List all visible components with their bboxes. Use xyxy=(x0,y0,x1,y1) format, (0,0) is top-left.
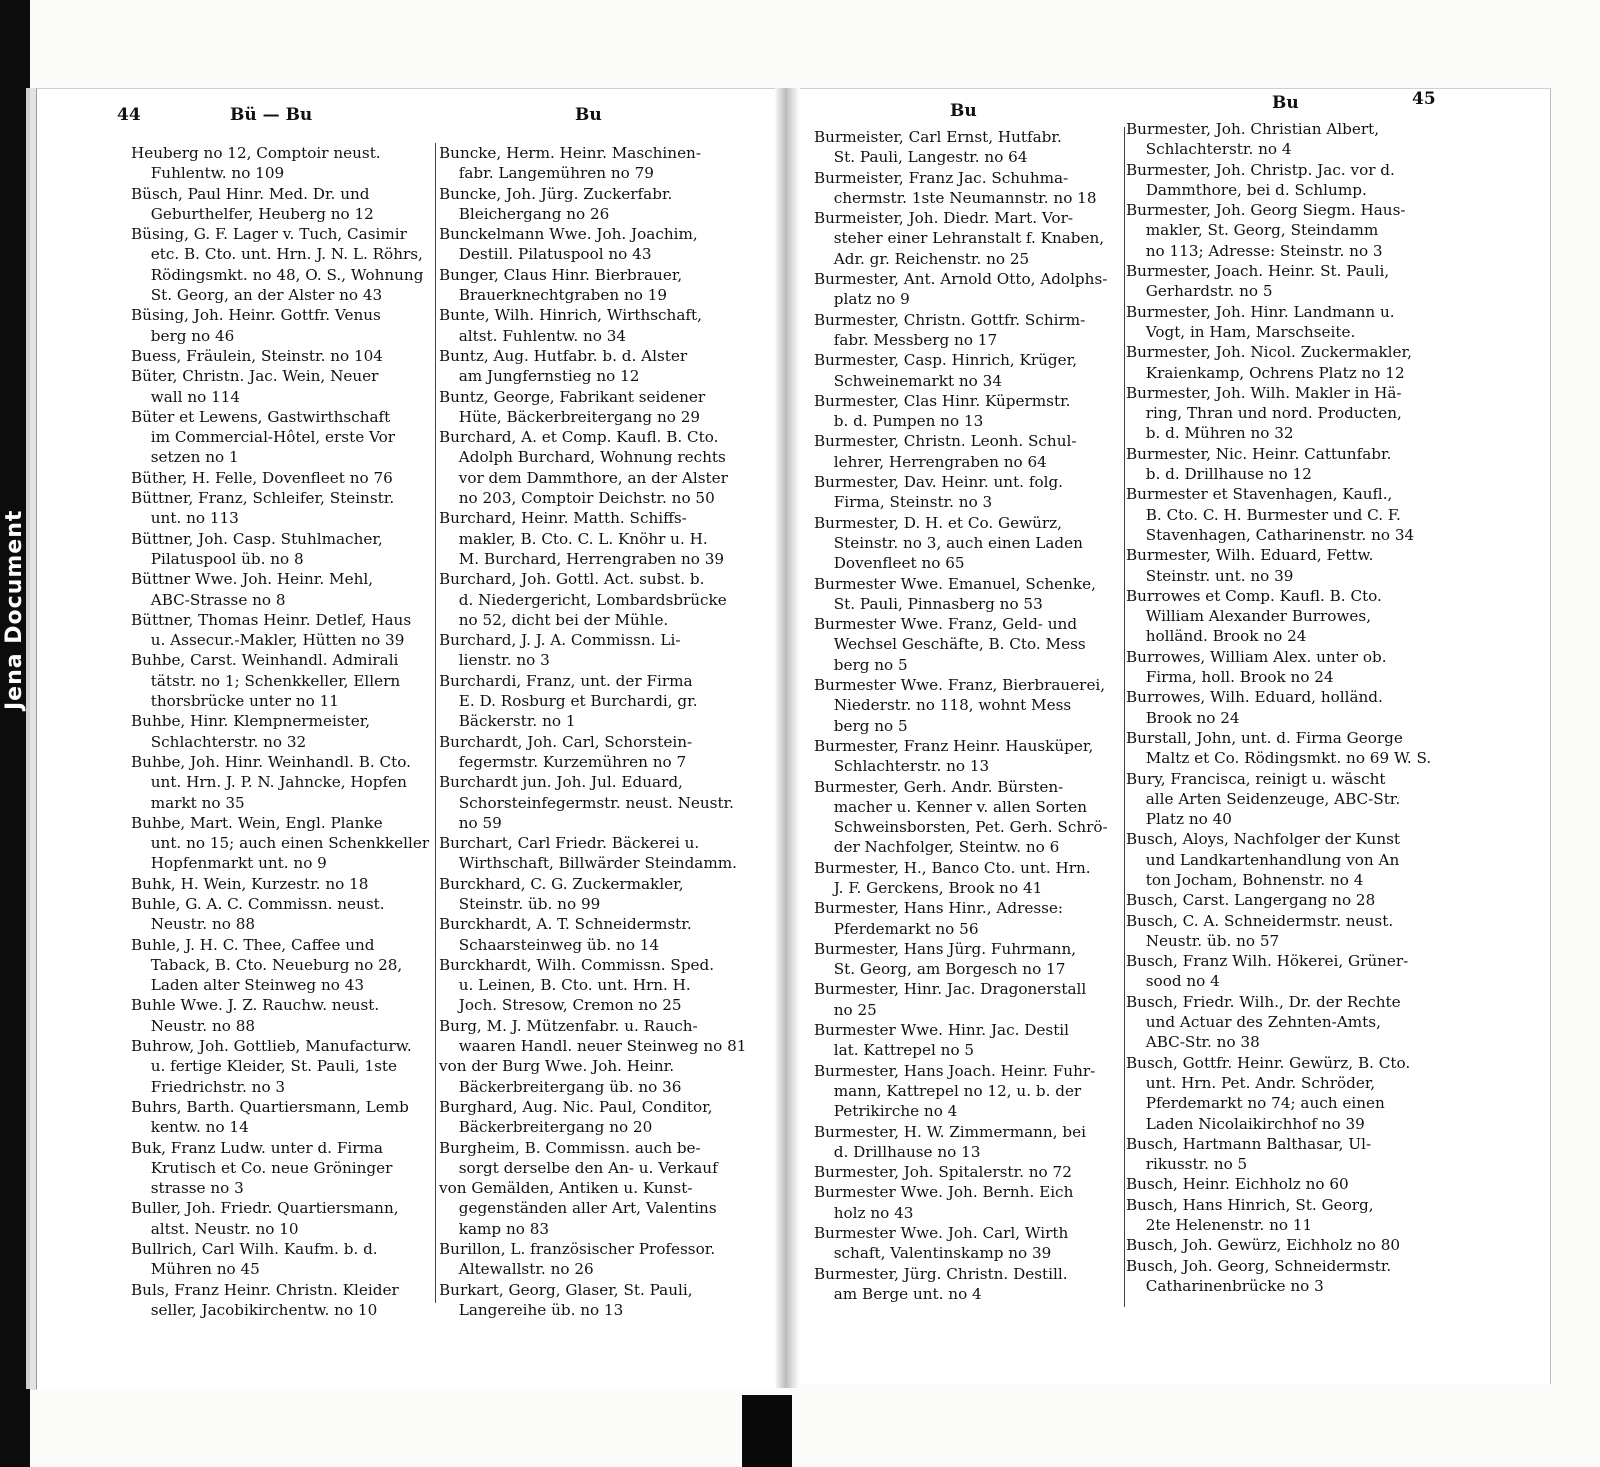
directory-entry-line: Firma, holl. Brook no 24 xyxy=(1145,668,1334,687)
directory-entry-line: Burmester, Christn. Gottfr. Schirm- xyxy=(814,310,1086,329)
directory-entry-line: Burmester, Hinr. Jac. Dragonerstall xyxy=(814,980,1087,999)
directory-entry-line: Buncke, Joh. Jürg. Zuckerfabr. xyxy=(439,184,673,203)
directory-entry-line: Büsing, G. F. Lager v. Tuch, Casimir xyxy=(131,225,407,244)
directory-entry-line: Burmester, Dav. Heinr. unt. folg. xyxy=(814,473,1063,492)
directory-entry-line: platz no 9 xyxy=(833,290,910,309)
directory-entry-line: Rödingsmkt. no 48, O. S., Wohnung xyxy=(150,265,424,284)
directory-entry-line: Taback, B. Cto. Neueburg no 28, xyxy=(150,955,403,974)
directory-entry-line: Burkart, Georg, Glaser, St. Pauli, xyxy=(439,1280,693,1299)
directory-entry-line: Neustr. üb. no 57 xyxy=(1145,931,1280,950)
right-page-column-2 xyxy=(1126,119,1442,1296)
directory-entry-line: Laden alter Steinweg no 43 xyxy=(150,976,365,995)
directory-entry-line: vor dem Dammthore, an der Alster xyxy=(458,468,728,487)
directory-entry-line: macher u. Kenner v. allen Sorten xyxy=(833,797,1088,816)
directory-entry-line: Brauerknechtgraben no 19 xyxy=(458,286,668,305)
directory-entry-line: Steinstr. üb. no 99 xyxy=(458,894,601,913)
directory-entry-line: fabr. Langemühren no 79 xyxy=(458,164,654,183)
directory-entry-line: holz no 43 xyxy=(833,1203,914,1222)
directory-entry-line: Büther, H. Felle, Dovenfleet no 76 xyxy=(131,468,393,487)
directory-entry-line: Pferdemarkt no 56 xyxy=(833,919,979,938)
directory-entry-line: holländ. Brook no 24 xyxy=(1145,627,1307,646)
directory-entry-line: Burmester, Casp. Hinrich, Krüger, xyxy=(814,351,1078,370)
directory-entry-line: Kraienkamp, Ochrens Platz no 12 xyxy=(1145,363,1405,382)
book-spine xyxy=(776,88,798,1388)
directory-entry-line: berg no 5 xyxy=(833,655,908,674)
directory-entry-line: Schweinemarkt no 34 xyxy=(833,371,1002,390)
directory-entry-line: berg no 5 xyxy=(833,716,908,735)
directory-entry-line: fegermstr. Kurzemühren no 7 xyxy=(458,752,687,771)
directory-entry-line: Burrowes et Comp. Kaufl. B. Cto. xyxy=(1126,586,1382,605)
directory-entry-line: Schorsteinfegermstr. neust. Neustr. xyxy=(458,793,734,812)
directory-entry-line: William Alexander Burrowes, xyxy=(1145,607,1372,626)
directory-entry-line: Geburthelfer, Heuberg no 12 xyxy=(150,204,374,223)
directory-entry-line: Burmester, Wilh. Eduard, Fettw. xyxy=(1126,546,1374,565)
directory-entry-line: Burmester, Hans Hinr., Adresse: xyxy=(814,899,1064,918)
directory-entry-line: Friedrichstr. no 3 xyxy=(150,1077,286,1096)
directory-entry-line: Burghard, Aug. Nic. Paul, Conditor, xyxy=(439,1097,713,1116)
scanner-clip xyxy=(742,1395,792,1467)
directory-entry-line: Adolph Burchard, Wohnung rechts xyxy=(458,448,726,467)
directory-entry-line: Burmester et Stavenhagen, Kaufl., xyxy=(1126,485,1393,504)
directory-entry-line: Langereihe üb. no 13 xyxy=(458,1300,624,1319)
directory-entry-line: Niederstr. no 118, wohnt Mess xyxy=(833,696,1072,715)
directory-entry-line: Petrikirche no 4 xyxy=(833,1102,958,1121)
directory-entry-line: Burmeister, Franz Jac. Schuhma- xyxy=(814,168,1069,187)
directory-entry-line: Busch, Hartmann Balthasar, Ul- xyxy=(1126,1134,1372,1153)
directory-entry-line: Steinstr. unt. no 39 xyxy=(1145,566,1294,585)
directory-entry-line: Burchard, J. J. A. Commissn. Li- xyxy=(439,631,681,650)
directory-entry-line: Burchard, Heinr. Matth. Schiffs- xyxy=(439,509,687,528)
directory-entry-line: Buhbe, Mart. Wein, Engl. Planke xyxy=(131,813,383,832)
directory-entry-line: Burmester, Christn. Leonh. Schul- xyxy=(814,432,1077,451)
directory-entry-line: Schaarsteinweg üb. no 14 xyxy=(458,935,660,954)
directory-entry-line: Bullrich, Carl Wilh. Kaufm. b. d. xyxy=(131,1240,378,1259)
directory-entry-line: im Commercial-Hôtel, erste Vor xyxy=(150,428,395,447)
directory-entry-line: Büttner, Franz, Schleifer, Steinstr. xyxy=(131,489,395,508)
directory-entry-line: Fuhlentw. no 109 xyxy=(150,164,285,183)
directory-entry-line: markt no 35 xyxy=(150,793,245,812)
directory-entry-line: lienstr. no 3 xyxy=(458,651,550,670)
directory-entry-line: Altewallstr. no 26 xyxy=(458,1260,594,1279)
directory-entry-line: Büter, Christn. Jac. Wein, Neuer xyxy=(131,367,379,386)
directory-entry-line: Adr. gr. Reichenstr. no 25 xyxy=(833,249,1030,268)
directory-entry-line: Burckhardt, A. T. Schneidermstr. xyxy=(439,915,692,934)
directory-entry-line: Platz no 40 xyxy=(1145,810,1232,829)
directory-entry-line: und Actuar des Zehnten-Amts, xyxy=(1145,1013,1381,1032)
directory-entry-line: Busch, Heinr. Eichholz no 60 xyxy=(1126,1175,1349,1194)
directory-entry-line: Bäckerstr. no 1 xyxy=(458,712,576,731)
directory-entry-line: kamp no 83 xyxy=(458,1219,550,1238)
directory-entry-line: Dammthore, bei d. Schlump. xyxy=(1145,180,1367,199)
directory-entry-line: St. Georg, an der Alster no 43 xyxy=(150,286,383,305)
directory-entry-line: kentw. no 14 xyxy=(150,1118,249,1137)
directory-entry-line: mann, Kattrepel no 12, u. b. der xyxy=(833,1081,1082,1100)
directory-entry-line: der Nachfolger, Steintw. no 6 xyxy=(833,838,1060,857)
directory-entry-line: b. d. Pumpen no 13 xyxy=(833,412,984,431)
directory-entry-line: Buess, Fräulein, Steinstr. no 104 xyxy=(131,346,383,365)
directory-entry-line: Schlachterstr. no 13 xyxy=(833,757,990,776)
directory-entry-line: Burmester, Joh. Nicol. Zuckermakler, xyxy=(1126,343,1412,362)
directory-entry-line: sorgt derselbe den An- u. Verkauf xyxy=(458,1158,718,1177)
directory-entry-line: Burmester, Joh. Christian Albert, xyxy=(1126,120,1380,138)
right-column-head-1: Bu xyxy=(950,101,977,121)
directory-entry-line: Büttner, Joh. Casp. Stuhlmacher, xyxy=(131,529,383,548)
directory-entry-line: Burmester, Clas Hinr. Küpermstr. xyxy=(814,391,1071,410)
directory-entry-line: von der Burg Wwe. Joh. Heinr. xyxy=(439,1057,675,1076)
left-page-column-1 xyxy=(131,143,431,1320)
directory-entry-line: thorsbrücke unter no 11 xyxy=(150,692,339,711)
directory-entry-line: d. Niedergericht, Lombardsbrücke xyxy=(458,590,727,609)
directory-entry-line: altst. Neustr. no 10 xyxy=(150,1219,299,1238)
directory-entry-line: unt. no 15; auch einen Schenkkeller xyxy=(150,834,430,853)
directory-entry-line: Burchardt, Joh. Carl, Schorstein- xyxy=(439,732,693,751)
directory-entry-line: wall no 114 xyxy=(150,387,241,406)
directory-entry-line: Burmester, Hans Jürg. Fuhrmann, xyxy=(814,939,1077,958)
directory-entry-line: Buhbe, Joh. Hinr. Weinhandl. B. Cto. xyxy=(131,752,411,771)
directory-entry-line: Burmester, Joach. Heinr. St. Pauli, xyxy=(1126,262,1390,281)
directory-entry-line: Burmeister, Joh. Diedr. Mart. Vor- xyxy=(814,209,1073,228)
directory-entry-line: lat. Kattrepel no 5 xyxy=(833,1041,975,1060)
directory-entry-line: am Jungfernstieg no 12 xyxy=(458,367,640,386)
directory-entry-line: Burmester, Joh. Georg Siegm. Haus- xyxy=(1126,201,1406,220)
directory-entry-line: Busch, Franz Wilh. Hökerei, Grüner- xyxy=(1126,952,1409,971)
directory-entry-line: Wechsel Geschäfte, B. Cto. Mess xyxy=(833,635,1086,654)
directory-entry-line: Maltz et Co. Rödingsmkt. no 69 W. S. xyxy=(1145,749,1432,768)
directory-entry-line: Buhbe, Carst. Weinhandl. Admirali xyxy=(131,651,399,670)
directory-entry-line: Buntz, Aug. Hutfabr. b. d. Alster xyxy=(439,346,688,365)
directory-entry-line: Pferdemarkt no 74; auch einen xyxy=(1145,1094,1385,1113)
left-column-head: Bu xyxy=(575,105,602,125)
directory-entry-line: fabr. Messberg no 17 xyxy=(833,330,998,349)
directory-entry-line: Pilatuspool üb. no 8 xyxy=(150,549,304,568)
left-page-number: 44 xyxy=(117,105,141,125)
directory-entry-line: Burchart, Carl Friedr. Bäckerei u. xyxy=(439,834,700,853)
directory-entry-line: b. d. Drillhause no 12 xyxy=(1145,465,1312,484)
directory-entry-line: Burgheim, B. Commissn. auch be- xyxy=(439,1138,701,1157)
directory-entry-line: Bunte, Wilh. Hinrich, Wirthschaft, xyxy=(439,306,702,325)
directory-entry-line: Stavenhagen, Catharinenstr. no 34 xyxy=(1145,525,1415,544)
directory-entry-line: Busch, Friedr. Wilh., Dr. der Rechte xyxy=(1126,992,1401,1011)
directory-entry-line: Burmester, Nic. Heinr. Cattunfabr. xyxy=(1126,444,1392,463)
directory-entry-line: u. Assecur.-Makler, Hütten no 39 xyxy=(150,631,405,650)
directory-entry-line: unt. Hrn. J. P. N. Jahncke, Hopfen xyxy=(150,773,407,792)
directory-entry-line: Burstall, John, unt. d. Firma George xyxy=(1126,728,1403,747)
directory-entry-line: Bunger, Claus Hinr. Bierbrauer, xyxy=(439,265,683,284)
directory-entry-line: Burmester, Hans Joach. Heinr. Fuhr- xyxy=(814,1061,1096,1080)
directory-entry-line: Burchard, Joh. Gottl. Act. subst. b. xyxy=(439,570,705,589)
directory-entry-line: no 52, dicht bei der Mühle. xyxy=(458,610,669,629)
directory-entry-line: Burckhard, C. G. Zuckermakler, xyxy=(439,874,684,893)
directory-entry-line: Büttner, Thomas Heinr. Detlef, Haus xyxy=(131,610,412,629)
directory-entry-line: Burmester, Joh. Wilh. Makler in Hä- xyxy=(1126,383,1402,402)
directory-entry-line: Buntz, George, Fabrikant seidener xyxy=(439,387,706,406)
directory-entry-line: Bunckelmann Wwe. Joh. Joachim, xyxy=(439,225,698,244)
directory-entry-line: Büter et Lewens, Gastwirthschaft xyxy=(131,407,391,426)
left-page-column-2 xyxy=(439,143,761,1320)
directory-entry-line: ring, Thran und nord. Producten, xyxy=(1145,404,1402,423)
directory-entry-line: Gerhardstr. no 5 xyxy=(1145,282,1273,301)
directory-entry-line: Burmester, D. H. et Co. Gewürz, xyxy=(814,513,1062,532)
directory-entry-line: Burmester, H. W. Zimmermann, bei xyxy=(814,1122,1086,1141)
directory-entry-line: Mühren no 45 xyxy=(150,1260,260,1279)
directory-entry-line: Busch, C. A. Schneidermstr. neust. xyxy=(1126,911,1394,930)
right-column-head-2: Bu xyxy=(1272,93,1299,113)
directory-entry-line: Buls, Franz Heinr. Christn. Kleider xyxy=(131,1280,399,1299)
directory-entry-line: unt. no 113 xyxy=(150,509,239,528)
directory-entry-line: Buncke, Herm. Heinr. Maschinen- xyxy=(439,144,701,162)
directory-entry-line: no 113; Adresse: Steinstr. no 3 xyxy=(1145,241,1383,260)
directory-entry-line: Neustr. no 88 xyxy=(150,1016,256,1035)
directory-entry-line: Brook no 24 xyxy=(1145,708,1240,727)
scanner-black-margin xyxy=(0,0,30,1467)
directory-entry-line: Burmester Wwe. Joh. Carl, Wirth xyxy=(814,1224,1069,1243)
directory-entry-line: u. fertige Kleider, St. Pauli, 1ste xyxy=(150,1057,398,1076)
directory-entry-line: Busch, Joh. Gewürz, Eichholz no 80 xyxy=(1126,1236,1401,1255)
directory-entry-line: Burchardi, Franz, unt. der Firma xyxy=(439,671,693,690)
directory-entry-line: makler, B. Cto. C. L. Knöhr u. H. xyxy=(458,529,708,548)
directory-entry-line: Büsch, Paul Hinr. Med. Dr. und xyxy=(131,184,370,203)
directory-entry-line: Buhk, H. Wein, Kurzestr. no 18 xyxy=(131,874,369,893)
directory-entry-line: Burrowes, William Alex. unter ob. xyxy=(1126,647,1387,666)
directory-entry-line: Hopfenmarkt unt. no 9 xyxy=(150,854,327,873)
directory-entry-line: Laden Nicolaikirchhof no 39 xyxy=(1145,1114,1365,1133)
directory-entry-line: Schlachterstr. no 4 xyxy=(1145,140,1292,159)
directory-entry-line: steher einer Lehranstalt f. Knaben, xyxy=(833,229,1105,248)
directory-entry-line: Burg, M. J. Mützenfabr. u. Rauch- xyxy=(439,1016,698,1035)
directory-entry-line: ABC-Strasse no 8 xyxy=(150,590,286,609)
directory-entry-line: Catharinenbrücke no 3 xyxy=(1145,1276,1324,1295)
directory-entry-line: Buk, Franz Ludw. unter d. Firma xyxy=(131,1138,383,1157)
directory-entry-line: Burillon, L. französischer Professor. xyxy=(439,1240,716,1259)
directory-entry-line: setzen no 1 xyxy=(150,448,239,467)
left-running-head: Bü — Bu xyxy=(230,105,313,125)
directory-entry-line: unt. Hrn. Pet. Andr. Schröder, xyxy=(1145,1073,1376,1092)
right-page xyxy=(800,88,1551,1384)
directory-entry-line: Burmester, Jürg. Christn. Destill. xyxy=(814,1264,1068,1283)
directory-entry-line: Burrowes, Wilh. Eduard, holländ. xyxy=(1126,688,1383,707)
directory-entry-line: Burchardt jun. Joh. Jul. Eduard, xyxy=(439,773,683,792)
directory-entry-line: Burmester, Joh. Hinr. Landmann u. xyxy=(1126,302,1395,321)
directory-entry-line: Burmester, Joh. Christp. Jac. vor d. xyxy=(1126,160,1395,179)
directory-entry-line: St. Pauli, Langestr. no 64 xyxy=(833,148,1028,167)
directory-entry-line: Buhrow, Joh. Gottlieb, Manufacturw. xyxy=(131,1037,412,1056)
directory-entry-line: Hüte, Bäckerbreitergang no 29 xyxy=(458,407,701,426)
directory-entry-line: Burmester Wwe. Emanuel, Schenke, xyxy=(814,574,1096,593)
directory-entry-line: schaft, Valentinskamp no 39 xyxy=(833,1244,1052,1263)
directory-entry-line: B. Cto. C. H. Burmester und C. F. xyxy=(1145,505,1401,524)
directory-entry-line: etc. B. Cto. unt. Hrn. J. N. L. Röhrs, xyxy=(150,245,423,264)
directory-entry-line: rikusstr. no 5 xyxy=(1145,1155,1248,1174)
directory-entry-line: Busch, Aloys, Nachfolger der Kunst xyxy=(1126,830,1400,849)
directory-entry-line: chermstr. 1ste Neumannstr. no 18 xyxy=(833,188,1097,207)
directory-entry-line: no 203, Comptoir Deichstr. no 50 xyxy=(458,489,715,508)
directory-entry-line: Busch, Gottfr. Heinr. Gewürz, B. Cto. xyxy=(1126,1053,1411,1072)
directory-entry-line: 2te Helenenstr. no 11 xyxy=(1145,1216,1313,1235)
directory-entry-line: berg no 46 xyxy=(150,326,235,345)
directory-entry-line: strasse no 3 xyxy=(150,1179,244,1198)
directory-entry-line: Schweinsborsten, Pet. Gerh. Schrö- xyxy=(833,818,1108,837)
directory-entry-line: Steinstr. no 3, auch einen Laden xyxy=(833,533,1083,552)
directory-entry-line: seller, Jacobikirchentw. no 10 xyxy=(150,1300,378,1319)
directory-entry-line: Buhle, G. A. C. Commissn. neust. xyxy=(131,894,385,913)
directory-entry-line: b. d. Mühren no 32 xyxy=(1145,424,1294,443)
directory-entry-line: Burmester, Ant. Arnold Otto, Adolphs- xyxy=(814,270,1108,289)
column-rule xyxy=(1124,127,1125,1307)
right-page-number: 45 xyxy=(1412,89,1436,109)
directory-entry-line: Dovenfleet no 65 xyxy=(833,554,965,573)
directory-entry-line: lehrer, Herrengraben no 64 xyxy=(833,452,1047,471)
directory-entry-line: Bury, Francisca, reinigt u. wäscht xyxy=(1126,769,1386,788)
directory-entry-line: Bäckerbreitergang no 20 xyxy=(458,1118,653,1137)
directory-entry-line: M. Burchard, Herrengraben no 39 xyxy=(458,549,725,568)
directory-entry-line: Büsing, Joh. Heinr. Gottfr. Venus xyxy=(131,306,381,325)
directory-entry-line: Burmester, Franz Heinr. Hausküper, xyxy=(814,736,1094,755)
directory-entry-line: Vogt, in Ham, Marschseite. xyxy=(1145,322,1356,341)
directory-entry-line: Büttner Wwe. Joh. Heinr. Mehl, xyxy=(131,570,374,589)
sidebar-watermark-text: Jena Document xyxy=(2,509,27,710)
directory-entry-line: St. Pauli, Pinnasberg no 53 xyxy=(833,594,1043,613)
directory-entry-line: von Gemälden, Antiken u. Kunst- xyxy=(439,1179,693,1198)
directory-entry-line: Busch, Carst. Langergang no 28 xyxy=(1126,891,1376,910)
directory-entry-line: J. F. Gerckens, Brook no 41 xyxy=(833,878,1043,897)
directory-entry-line: Busch, Hans Hinrich, St. Georg, xyxy=(1126,1195,1374,1214)
left-page xyxy=(36,88,775,1389)
directory-entry-line: Krutisch et Co. neue Gröninger xyxy=(150,1158,393,1177)
directory-entry-line: d. Drillhause no 13 xyxy=(833,1142,981,1161)
directory-entry-line: Busch, Joh. Georg, Schneidermstr. xyxy=(1126,1256,1392,1275)
directory-entry-line: ton Jocham, Bohnenstr. no 4 xyxy=(1145,870,1364,889)
directory-entry-line: Bleichergang no 26 xyxy=(458,204,610,223)
directory-entry-line: altst. Fuhlentw. no 34 xyxy=(458,326,627,345)
directory-entry-line: E. D. Rosburg et Burchardi, gr. xyxy=(458,692,698,711)
directory-entry-line: makler, St. Georg, Steindamm xyxy=(1145,221,1379,240)
directory-entry-line: am Berge unt. no 4 xyxy=(833,1284,982,1303)
directory-entry-line: Buhbe, Hinr. Klempnermeister, xyxy=(131,712,371,731)
directory-entry-line: Neustr. no 88 xyxy=(150,915,256,934)
directory-entry-line: ABC-Str. no 38 xyxy=(1145,1033,1260,1052)
directory-entry-line: Buller, Joh. Friedr. Quartiersmann, xyxy=(131,1199,399,1218)
directory-entry-line: Burmester, Gerh. Andr. Bürsten- xyxy=(814,777,1064,796)
directory-entry-line: Burmester Wwe. Hinr. Jac. Destil xyxy=(814,1021,1070,1040)
directory-entry-line: Burmester, H., Banco Cto. unt. Hrn. xyxy=(814,858,1091,877)
directory-entry-line: Destill. Pilatuspool no 43 xyxy=(458,245,652,264)
directory-entry-line: Burmester, Joh. Spitalerstr. no 72 xyxy=(814,1163,1072,1182)
directory-entry-line: Burmester Wwe. Franz, Bierbrauerei, xyxy=(814,676,1106,695)
directory-entry-line: waaren Handl. neuer Steinweg no 81 xyxy=(458,1037,747,1056)
directory-entry-line: Buhle Wwe. J. Z. Rauchw. neust. xyxy=(131,996,380,1015)
directory-entry-line: u. Leinen, B. Cto. unt. Hrn. H. xyxy=(458,976,691,995)
directory-entry-line: St. Georg, am Borgesch no 17 xyxy=(833,960,1066,979)
directory-entry-line: Heuberg no 12, Comptoir neust. xyxy=(131,144,381,162)
right-page-column-1 xyxy=(814,127,1124,1304)
directory-entry-line: Burmester Wwe. Franz, Geld- und xyxy=(814,615,1078,634)
directory-entry-line: Burchard, A. et Comp. Kaufl. B. Cto. xyxy=(439,428,719,447)
directory-entry-line: gegenständen aller Art, Valentins xyxy=(458,1199,717,1218)
directory-entry-line: tätstr. no 1; Schenkkeller, Ellern xyxy=(150,671,401,690)
directory-entry-line: Burckhardt, Wilh. Commissn. Sped. xyxy=(439,955,715,974)
directory-entry-line: alle Arten Seidenzeuge, ABC-Str. xyxy=(1145,789,1401,808)
directory-entry-line: Wirthschaft, Billwärder Steindamm. xyxy=(458,854,737,873)
directory-entry-line: Buhrs, Barth. Quartiersmann, Lemb xyxy=(131,1097,409,1116)
directory-entry-line: Firma, Steinstr. no 3 xyxy=(833,493,993,512)
directory-entry-line: Burmeister, Carl Ernst, Hutfabr. xyxy=(814,128,1062,146)
column-rule xyxy=(435,143,436,1303)
directory-entry-line: no 59 xyxy=(458,813,502,832)
directory-entry-line: Joch. Stresow, Cremon no 25 xyxy=(458,996,682,1015)
directory-entry-line: Schlachterstr. no 32 xyxy=(150,732,307,751)
directory-entry-line: Buhle, J. H. C. Thee, Caffee und xyxy=(131,935,375,954)
directory-entry-line: und Landkartenhandlung von An xyxy=(1145,850,1400,869)
directory-entry-line: Bäckerbreitergang üb. no 36 xyxy=(458,1077,682,1096)
directory-entry-line: Burmester Wwe. Joh. Bernh. Eich xyxy=(814,1183,1074,1202)
directory-entry-line: no 25 xyxy=(833,1000,877,1019)
directory-entry-line: sood no 4 xyxy=(1145,972,1220,991)
